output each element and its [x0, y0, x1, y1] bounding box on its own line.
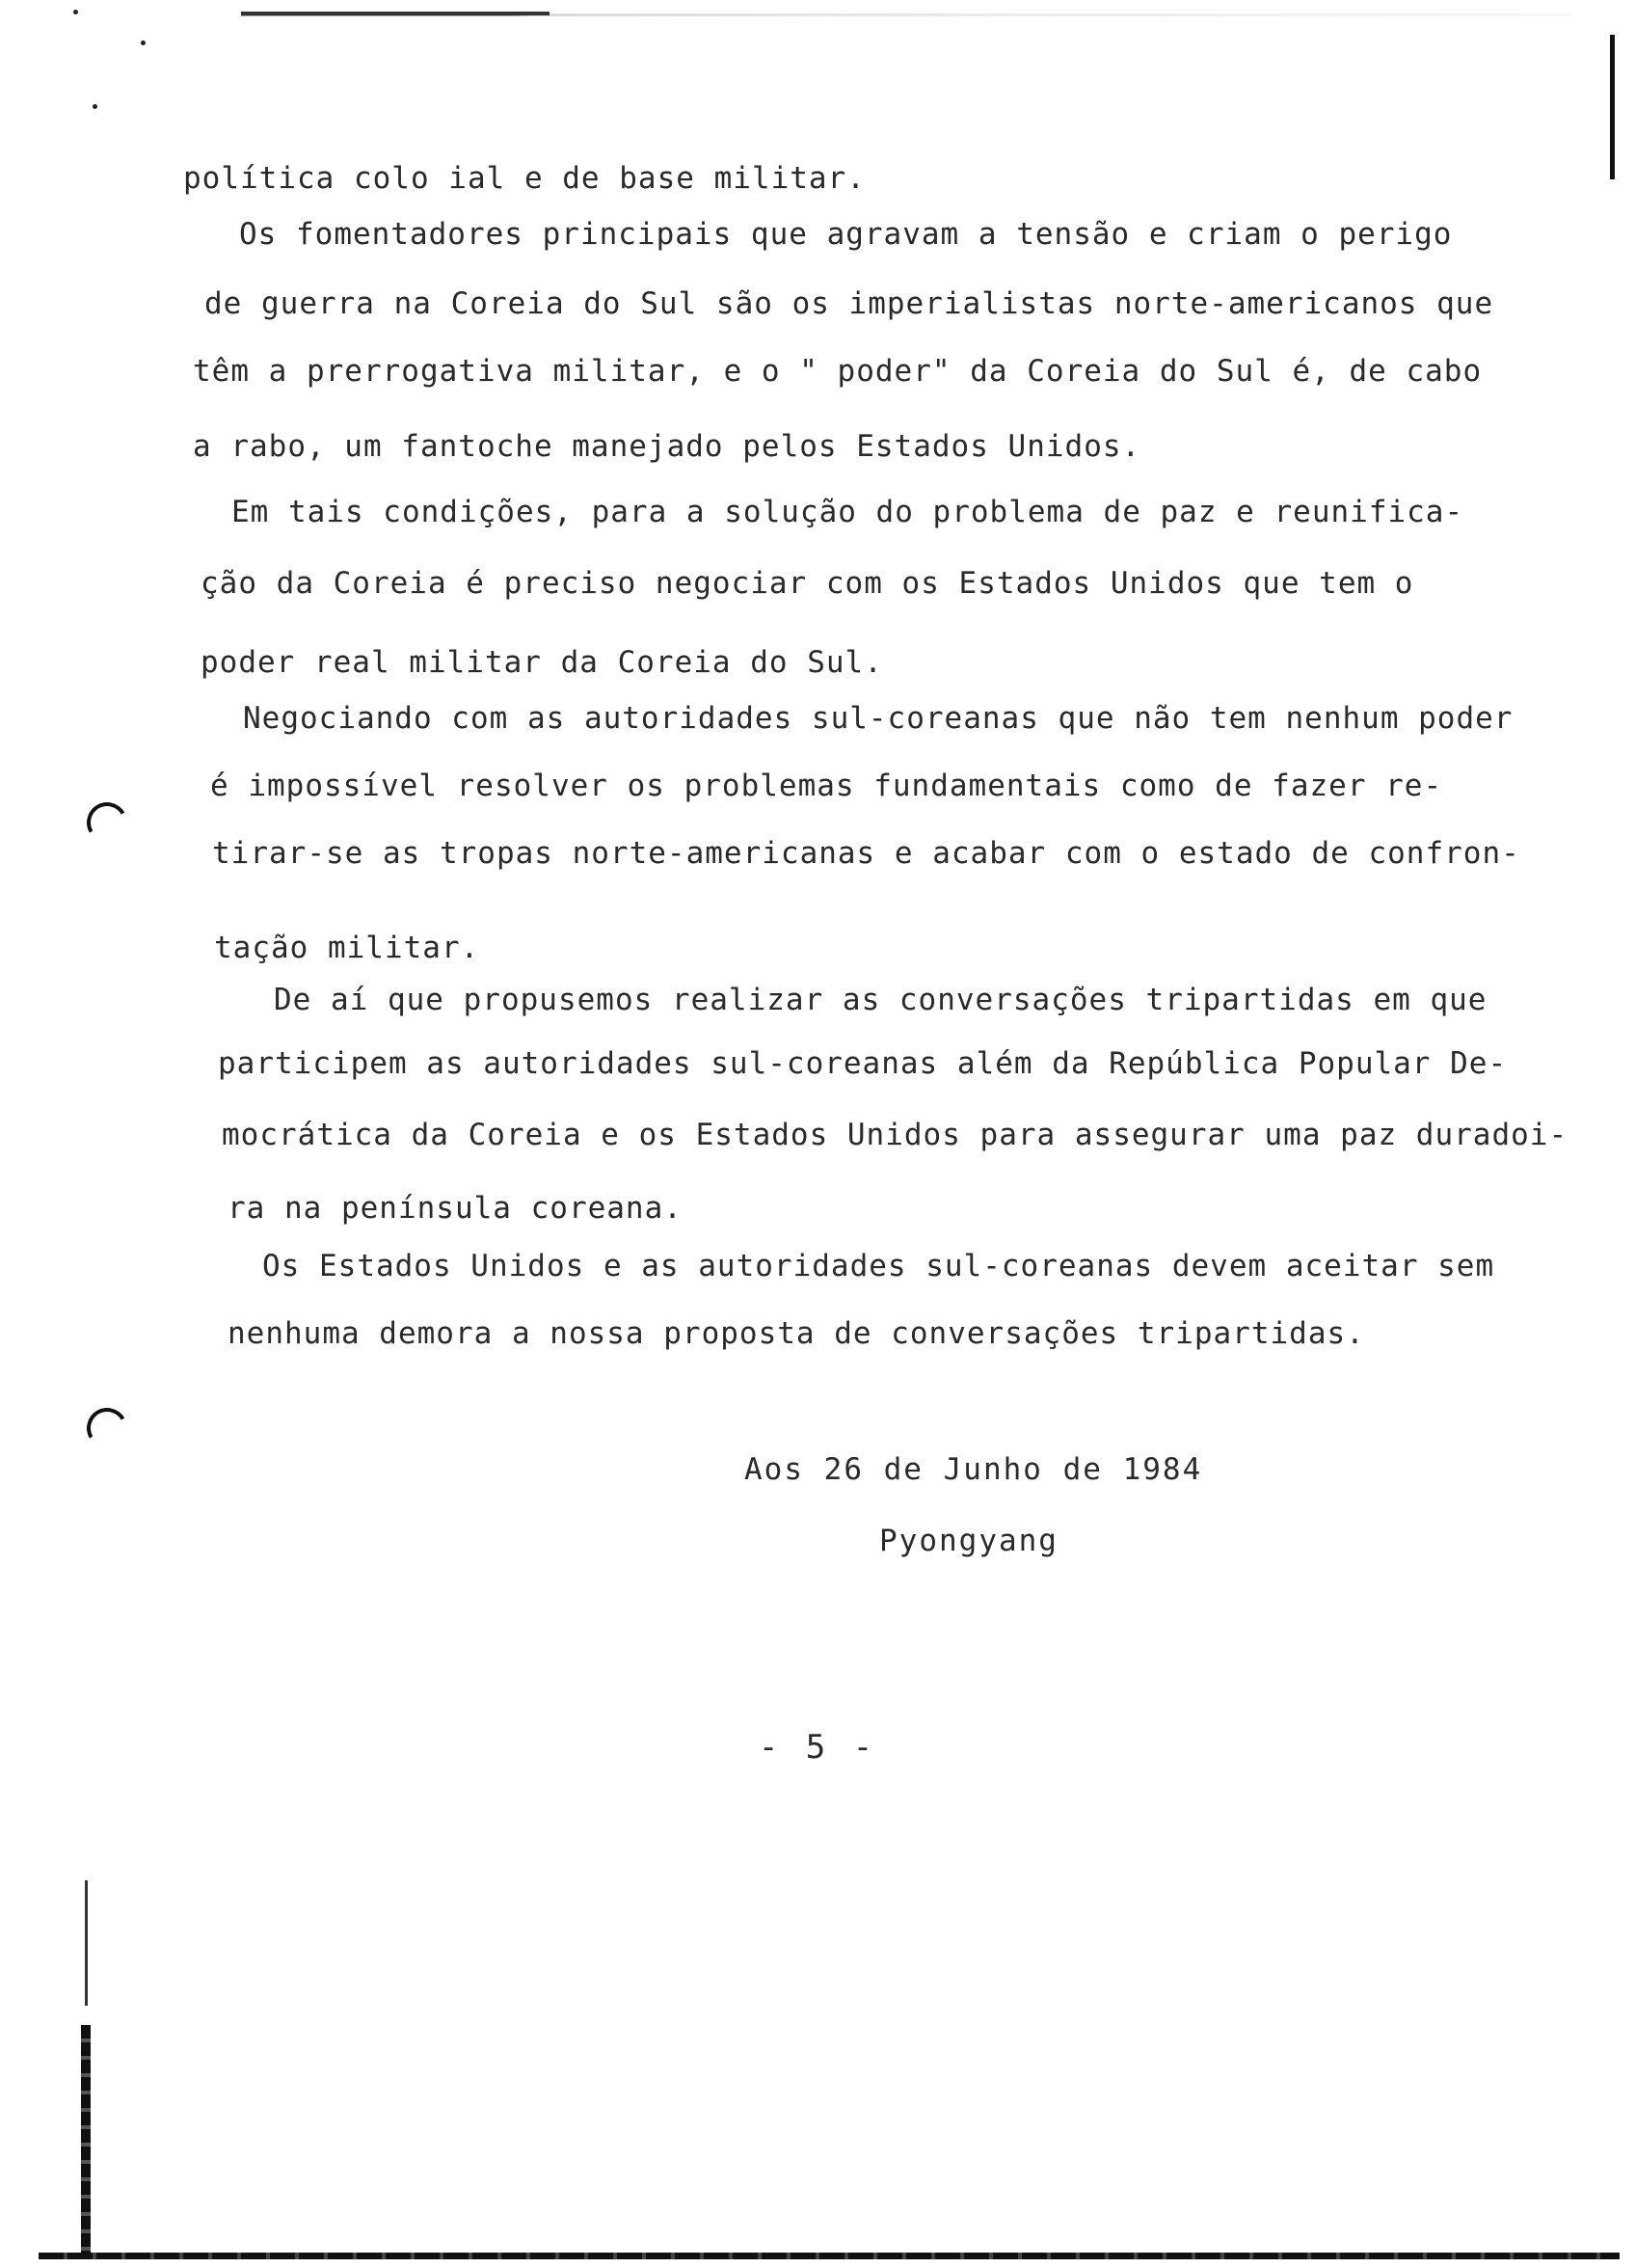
scan-right-edge [1610, 35, 1615, 179]
scan-speck [73, 10, 78, 14]
scan-speck [93, 104, 97, 109]
body-line: Negociando com as autoridades sul-coreanas que não tem nenhum poder [243, 701, 1514, 736]
body-line: é impossível resolver os problemas fundamentais como de fazer re- [210, 769, 1443, 803]
body-line: ra na península coreana. [228, 1191, 683, 1226]
body-line: participem as autoridades sul-coreanas além da República Popular De- [218, 1046, 1508, 1081]
body-line: mocrática da Coreia e os Estados Unidos para assegurar uma paz duradoi- [222, 1118, 1568, 1152]
scan-speck [141, 40, 146, 45]
body-line: política colo ial e de base militar. [183, 161, 866, 196]
body-line: De aí que propusemos realizar as conversações tripartidas em que [274, 983, 1488, 1017]
body-line: tação militar. [214, 931, 480, 965]
scan-left-binding-thin [85, 1880, 88, 2006]
page-number: - 5 - [758, 1728, 877, 1767]
body-line: Em tais condições, para a solução do problema de paz e reunifica- [231, 495, 1464, 529]
body-line: tirar-se as tropas norte-americanas e acabar com o estado de confron- [212, 836, 1520, 871]
scan-left-binding [81, 2025, 91, 2256]
body-line: têm a prerrogativa militar, e o " poder" da Coreia do Sul é, de cabo [193, 354, 1483, 389]
punch-hole-mark [82, 797, 131, 847]
body-line: nenhuma demora a nossa proposta de conversações tripartidas. [228, 1316, 1365, 1351]
place-line: Pyongyang [879, 1524, 1059, 1558]
body-line: poder real militar da Coreia do Sul. [201, 645, 883, 680]
body-line: a rabo, um fantoche manejado pelos Estados Unidos. [193, 429, 1141, 464]
date-line: Aos 26 de Junho de 1984 [744, 1452, 1203, 1487]
body-line: ção da Coreia é preciso negociar com os Estados Unidos que tem o [201, 566, 1414, 601]
scan-bottom-rule [39, 2253, 1620, 2259]
punch-hole-mark [82, 1403, 131, 1452]
body-line: de guerra na Coreia do Sul são os imperialistas norte-americanos que [204, 286, 1494, 321]
body-line: Os Estados Unidos e as autoridades sul-coreanas devem aceitar sem [262, 1249, 1495, 1283]
body-line: Os fomentadores principais que agravam a tensão e criam o perigo [239, 217, 1453, 252]
scan-top-rule-dark [241, 12, 549, 15]
